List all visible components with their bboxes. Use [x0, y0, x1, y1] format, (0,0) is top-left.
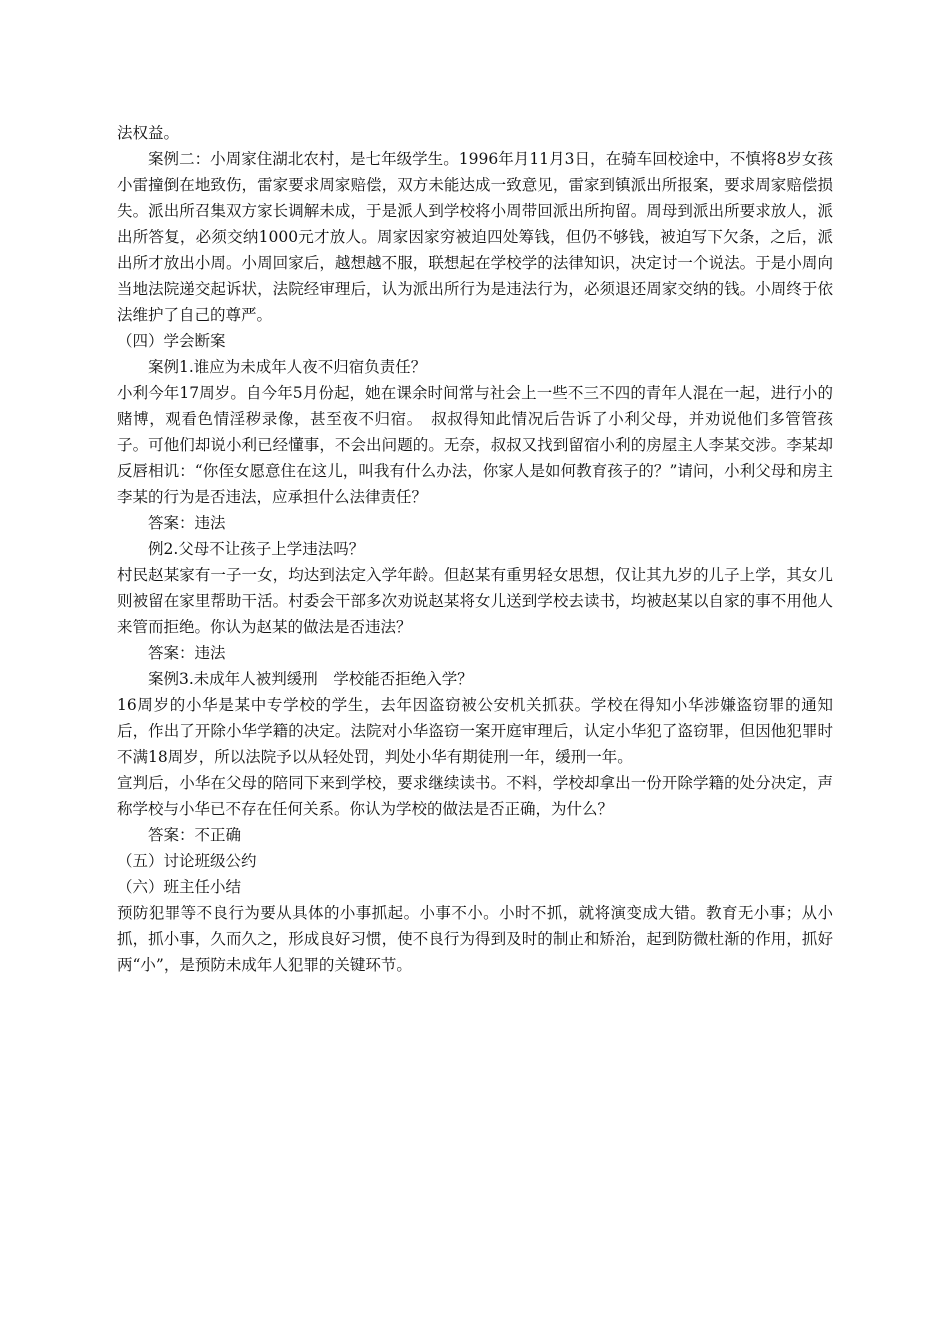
section-heading-teacher-summary: （六）班主任小结 — [117, 878, 242, 896]
case-three-body-continued: 宣判后，小华在父母的陪同下来到学校，要求继续读书。不料，学校却拿出一份开除学籍的处分决定，声称学校与小华已不存在任何关系。你认为学校的做法是否正确，为什么？ — [117, 774, 833, 818]
case-one-body: 小利今年17周岁。自今年5月份起，她在课余时间常与社会上一些不三不四的青年人混在一起，进行小的赌博，观看色情淫秽录像，甚至夜不归宿。 叔叔得知此情况后告诉了小利父母，并劝说他们多管管孩子。可他们却说小利已经懂事，不会出问题的。无奈，叔叔又找到留宿小利的房屋主人李某交涉。李某却反唇相讥：“你侄女愿意住在这儿，叫我有什么办法，你家人是如何教育孩子的？”请问，小利父母和房主李某的行为是否违法，应承担什么法律责任？ — [117, 384, 833, 506]
case-two-title: 例2.父母不让孩子上学违法吗？ — [148, 540, 365, 558]
case-three-answer: 答案：不正确 — [148, 826, 242, 844]
section-heading-class-convention: （五）讨论班级公约 — [117, 852, 257, 870]
case-three-title: 案例3.未成年人被判缓刑 学校能否拒绝入学？ — [148, 670, 473, 688]
case-two-answer: 答案：违法 — [148, 644, 226, 662]
document-page — [117, 120, 833, 978]
case-two-body: 村民赵某家有一子一女，均达到法定入学年龄。但赵某有重男轻女思想，仅让其九岁的儿子上学，其女儿则被留在家里帮助干活。村委会干部多次劝说赵某将女儿送到学校去读书，均被赵某以自家的事不用他人来管而拒绝。你认为赵某的做法是否违法？ — [117, 566, 833, 636]
case-two-paragraph: 案例二：小周家住湖北农村，是七年级学生。1996年月11月3日，在骑车回校途中，不慎将8岁女孩小雷撞倒在地致伤，雷家要求周家赔偿，双方未能达成一致意见，雷家到镇派出所报案，要求周家赔偿损失。派出所召集双方家长调解未成，于是派人到学校将小周带回派出所拘留。周母到派出所要求放人，派出所答复，必须交纳1000元才放人。周家因家穷被迫四处筹钱，但仍不够钱，被迫写下欠条，之后，派出所才放出小周。小周回家后，越想越不服，联想起在学校学的法律知识，决定讨一个说法。于是小周向当地法院递交起诉状，法院经审理后，认为派出所行为是违法行为，必须退还周家交纳的钱。小周终于依法维护了自己的尊严。 — [117, 150, 833, 324]
case-three-body: 16周岁的小华是某中专学校的学生，去年因盗窃被公安机关抓获。学校在得知小华涉嫌盗窃罪的通知后，作出了开除小华学籍的决定。法院对小华盗窃一案开庭审理后，认定小华犯了盗窃罪，但因他犯罪时不满18周岁，所以法院予以从轻处罚，判处小华有期徒刑一年，缓刑一年。 — [117, 696, 833, 766]
summary-paragraph: 预防犯罪等不良行为要从具体的小事抓起。小事不小。小时不抓，就将演变成大错。教育无小事；从小抓，抓小事，久而久之，形成良好习惯，使不良行为得到及时的制止和矫治，起到防微杜渐的作用，抓好两“小”，是预防未成年人犯罪的关键环节。 — [117, 904, 833, 974]
paragraph-continuation: 法权益。 — [117, 124, 180, 142]
case-one-title: 案例1.谁应为未成年人夜不归宿负责任？ — [148, 358, 427, 376]
section-heading-learn-judging: （四）学会断案 — [117, 332, 226, 350]
case-one-answer: 答案：违法 — [148, 514, 226, 532]
